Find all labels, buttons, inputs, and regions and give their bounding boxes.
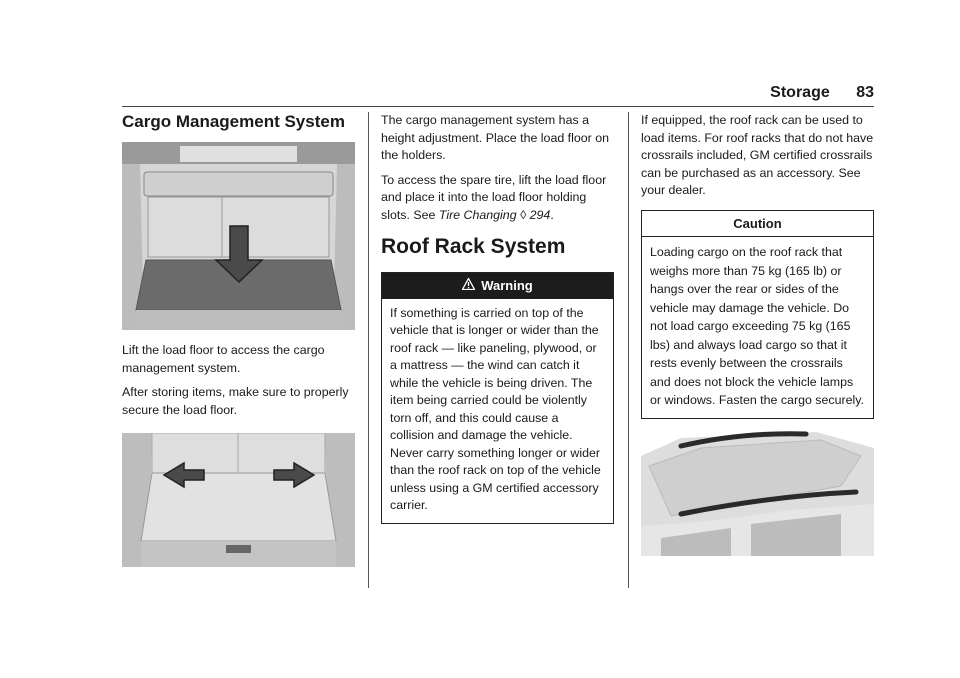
roof-rack-illustration — [641, 426, 874, 556]
section-title: Storage — [770, 84, 830, 101]
tire-changing-ref[interactable]: Tire Changing — [438, 207, 517, 222]
page-ref-icon: ◊ — [520, 207, 527, 222]
page-header — [0, 84, 874, 102]
tire-changing-link[interactable] — [439, 208, 550, 222]
roof-rack-heading: Roof Rack System — [381, 235, 566, 258]
column-3 — [641, 112, 874, 419]
col1-para-2: After storing items, make sure to properly secure the load floor. — [122, 385, 349, 417]
warning-title: Warning — [481, 278, 533, 293]
header-rule — [122, 106, 874, 107]
col2-para-1: The cargo management system has a height adjustment. Place the load floor on the holders. — [381, 113, 609, 162]
tire-changing-page[interactable]: 294 — [529, 207, 551, 222]
column-divider-2 — [628, 112, 629, 588]
cargo-load-floor-illustration — [122, 142, 355, 330]
col2-para-2 — [381, 172, 614, 225]
warning-triangle-icon — [462, 277, 475, 295]
column-2 — [381, 112, 614, 524]
col3-para-1: If equipped, the roof rack can be used to load items. For roof racks that do not have crossrails included, GM certified crossrails can be purchased as an accessory. See your dealer. — [641, 113, 874, 197]
col2-para-2-end: . — [550, 207, 554, 222]
cargo-management-heading: Cargo Management System — [122, 112, 345, 131]
caution-text: Loading cargo on the roof rack that weighs more than 75 kg (165 lb) or hangs over the rear or sides of the vehicle may damage the vehicle. Do not load cargo exceeding 75 kg (165 lbs) and always load cargo so that it rests evenly between the crossrails and does not block the vehicle lamps or windows. Fasten the cargo securely. — [650, 245, 864, 407]
warning-text: If something is carried on top of the vehicle that is longer or wider than the roof rack — like paneling, plywood, or a mattress — the wind can catch it while the vehicle is being driven. The item being carried could be violently torn off, and this could cause a collision and damage the vehicle. Never carry something longer or wider than the roof rack on top of the vehicle unless using a GM certified accessory carrier. — [390, 305, 601, 512]
col2-para-2-text: To access the spare tire, lift the load floor and place it into the load floor holding slots. See — [381, 172, 607, 222]
col1-para-1: Lift the load floor to access the cargo management system. — [122, 343, 325, 375]
page-number: 83 — [856, 84, 874, 101]
warning-box — [381, 272, 614, 524]
caution-title: Caution — [642, 211, 873, 238]
caution-box — [641, 210, 874, 419]
column-1 — [122, 112, 355, 579]
warning-header — [382, 273, 613, 299]
cargo-holders-illustration — [122, 433, 355, 567]
column-divider-1 — [368, 112, 369, 588]
